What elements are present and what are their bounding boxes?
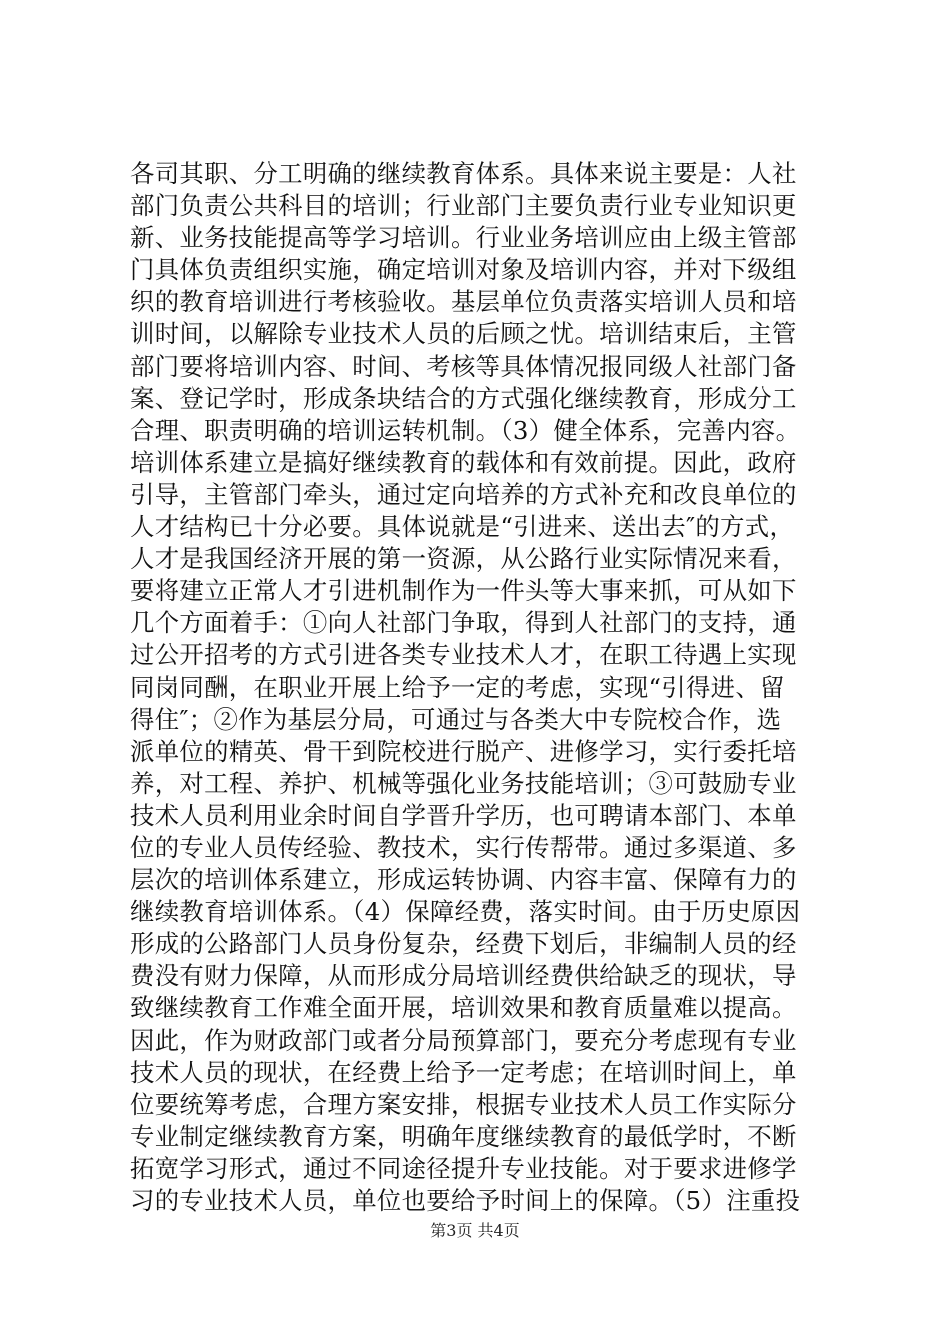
text-line: 专业制定继续教育方案，明确年度继续教育的最低学时，不断 xyxy=(130,1121,797,1151)
text-line: 各司其职、分工明确的继续教育体系。具体来说主要是：人社 xyxy=(130,159,797,188)
text-line: 新、业务技能提高等学习培训。行业业务培训应由上级主管部 xyxy=(130,223,797,253)
text-line: 案、登记学时，形成条块结合的方式强化继续教育，形成分工 xyxy=(130,383,797,413)
text-line: 得住″；②作为基层分局，可通过与各类大中专院校合作，选 xyxy=(130,704,782,734)
text-line: 位要统筹考虑，合理方案安排，根据专业技术人员工作实际分 xyxy=(130,1089,797,1119)
text-line: 要将建立正常人才引进机制作为一件头等大事来抓，可从如下 xyxy=(130,576,797,606)
text-line: 过公开招考的方式引进各类专业技术人才，在职工待遇上实现 xyxy=(130,640,797,670)
text-line: 部门要将培训内容、时间、考核等具体情况报同级人社部门备 xyxy=(130,351,797,381)
text-line: 合理、职责明确的培训运转机制。（3）健全体系，完善内容。 xyxy=(130,415,801,445)
text-line: 费没有财力保障，从而形成分局培训经费供给缺乏的现状，导 xyxy=(130,961,797,991)
text-line: 部门负责公共科目的培训；行业部门主要负责行业专业知识更 xyxy=(130,191,797,221)
text-line: 因此，作为财政部门或者分局预算部门，要充分考虑现有专业 xyxy=(130,1025,797,1055)
text-line: 位的专业人员传经验、教技术，实行传帮带。通过多渠道、多 xyxy=(130,832,797,862)
text-line: 继续教育培训体系。（4）保障经费，落实时间。由于历史原因 xyxy=(130,897,801,927)
text-line: 人才结构已十分必要。具体说就是“引进来、送出去″的方式， xyxy=(130,512,795,542)
text-line: 习的专业技术人员，单位也要给予时间上的保障。（5）注重投 xyxy=(130,1186,801,1215)
text-line: 派单位的精英、骨干到院校进行脱产、进修学习，实行委托培 xyxy=(130,736,797,766)
text-line: 织的教育培训进行考核验收。基层单位负责落实培训人员和培 xyxy=(130,287,797,317)
text-line: 引导，主管部门牵头，通过定向培养的方式补充和改良单位的 xyxy=(130,479,797,509)
text-line: 致继续教育工作难全面开展，培训效果和教育质量难以提高。 xyxy=(130,993,797,1023)
text-line: 技术人员利用业余时间自学晋升学历，也可聘请本部门、本单 xyxy=(130,800,797,830)
text-line: 培训体系建立是搞好继续教育的载体和有效前提。因此，政府 xyxy=(130,447,797,477)
text-line: 几个方面着手：①向人社部门争取，得到人社部门的支持，通 xyxy=(130,608,797,638)
body-paragraph xyxy=(130,158,820,1217)
text-line: 层次的培训体系建立，形成运转协调、内容丰富、保障有力的 xyxy=(130,865,797,895)
text-line: 训时间，以解除专业技术人员的后顾之忧。培训结束后，主管 xyxy=(130,319,797,349)
text-line: 同岗同酬，在职业开展上给予一定的考虑，实现“引得进、留 xyxy=(130,672,785,702)
text-line: 拓宽学习形式，通过不同途径提升专业技能。对于要求进修学 xyxy=(130,1153,797,1183)
text-line: 技术人员的现状，在经费上给予一定考虑；在培训时间上，单 xyxy=(130,1057,797,1087)
text-line: 养，对工程、养护、机械等强化业务技能培训；③可鼓励专业 xyxy=(130,768,797,798)
page-footer: 第3页 共4页 xyxy=(430,1221,520,1240)
text-line: 门具体负责组织实施，确定培训对象及培训内容，并对下级组 xyxy=(130,255,797,285)
text-line: 人才是我国经济开展的第一资源，从公路行业实际情况来看， xyxy=(130,544,797,574)
text-line: 形成的公路部门人员身份复杂，经费下划后，非编制人员的经 xyxy=(130,929,797,959)
